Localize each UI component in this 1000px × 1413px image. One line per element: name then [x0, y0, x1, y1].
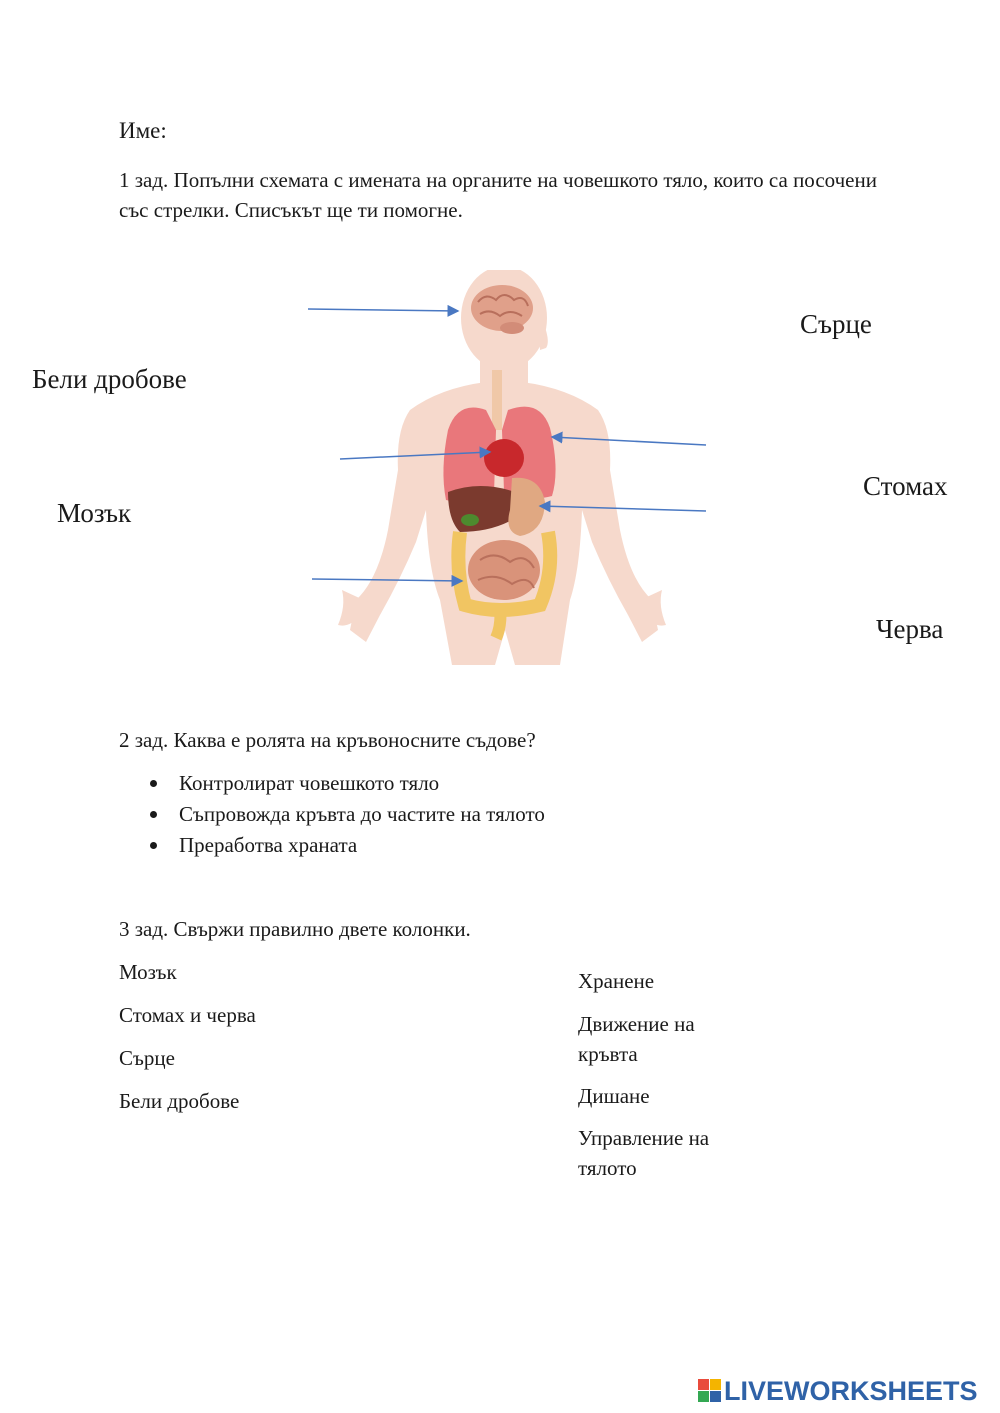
- task2-options: [119, 768, 545, 861]
- liveworksheets-badge-icon: [698, 1379, 722, 1403]
- heart-organ: [484, 439, 524, 477]
- word-bank-intestines[interactable]: Черва: [876, 614, 944, 644]
- body-diagram: [290, 270, 730, 680]
- task3-right-item[interactable]: Движение на кръвта: [578, 1012, 695, 1066]
- task3-left-item[interactable]: Бели дробове: [119, 1089, 240, 1113]
- task3-left-item[interactable]: Мозък: [119, 960, 177, 984]
- arrow-brain: [308, 309, 458, 311]
- word-bank-heart[interactable]: Сърце: [800, 309, 872, 339]
- task1-instruction: 1 зад. Попълни схемата с имената на органите на човешкото тяло, които са посочени със стрелки. Списъкът ще ти помогне.: [119, 168, 877, 222]
- word-bank-lungs[interactable]: Бели дробове: [32, 364, 187, 394]
- task2-option-2[interactable]: Съпровожда кръвта до частите на тялото: [179, 799, 545, 830]
- task3-instruction: 3 зад. Свържи правилно двете колонки.: [119, 917, 471, 941]
- brand-text: LIVEWORKSHEETS: [724, 1376, 978, 1406]
- word-bank-stomach[interactable]: Стомах: [863, 471, 948, 501]
- task2-option-1[interactable]: Контролират човешкото тяло: [179, 768, 545, 799]
- task3-left-item[interactable]: Стомах и черва: [119, 1003, 256, 1027]
- task2-option-3[interactable]: Преработва храната: [179, 830, 545, 861]
- name-label: Име:: [119, 118, 167, 143]
- task2-question: 2 зад. Каква е ролята на кръвоносните съдове?: [119, 728, 536, 752]
- task3-left-item[interactable]: Сърце: [119, 1046, 175, 1070]
- task3-right-item[interactable]: Дишане: [578, 1084, 650, 1108]
- trachea: [492, 370, 502, 430]
- task3-right-item[interactable]: Управление на тялото: [578, 1126, 710, 1180]
- word-bank-brain[interactable]: Мозък: [57, 498, 132, 528]
- task3-right-item[interactable]: Хранене: [578, 969, 655, 993]
